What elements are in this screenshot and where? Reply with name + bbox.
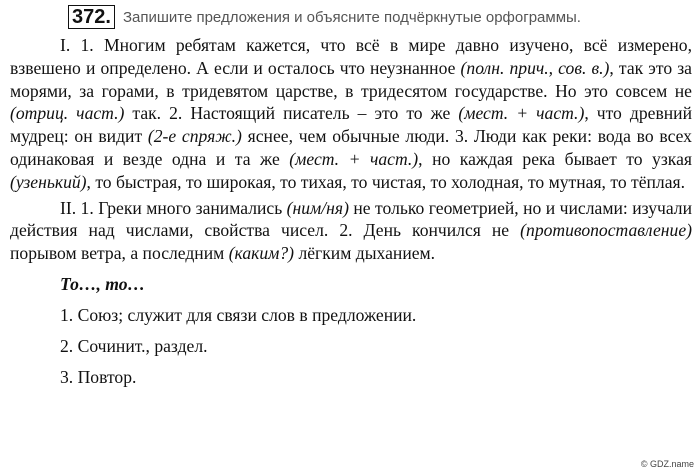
list-item: 3. Повтор. [60,366,137,387]
grammar-note: (2-е спряж.) [147,126,242,147]
text-fragment: порывом ветра, а последним [10,243,225,264]
text-fragment: , но каждая река бывает то узкая [418,148,692,169]
text-fragment: , то быстрая, то широкая, то тихая, то чистая, то холодная, то мутная, то тёплая. [86,171,686,192]
grammar-note: (мест. + част.) [289,148,419,169]
grammar-note: (противопоставление) [520,220,692,241]
text-fragment: , так это за морями, за горами, в тридевятом царстве, в тридесятом государстве. Но это совсем не [10,57,692,101]
text-fragment: II. 1. Греки много занимались [60,197,283,218]
grammar-note: (полн. прич., сов. в.) [460,57,610,78]
watermark: © GDZ.name [640,459,694,469]
grammar-note: (отриц. част.) [10,103,125,124]
exercise-header [68,4,688,30]
grammar-note: (ним/ня) [286,197,349,218]
exercise-body [10,34,692,393]
text-fragment: , что древний мудрец: он видит [10,103,692,147]
text-fragment: так. 2. Настоящий писатель – это то же [132,103,451,124]
grammar-note: (каким?) [228,243,295,264]
grammar-note: (узенький) [10,171,87,192]
text-fragment: яснее, чем обычные люди. 3. Люди как реки: вода во всех одинаковая и везде одна и та же [10,126,692,169]
text-fragment: I. 1. Многим ребятам кажется, что всё в мире давно изучено, всё измерено, взвешено и определено. А если и осталось что неузнанное [10,35,692,78]
list-item: 1. Союз; служит для связи слов в предложении. [60,304,417,325]
text-fragment: не только геометрией, но и числами: изучали действия над числами, свойства чисел. 2. День кончился не [10,197,692,241]
exercise-number: 372. [68,5,115,29]
grammar-note: (мест. + част.) [458,103,585,124]
paragraph-part-1 [10,34,692,194]
text-fragment: лёгким дыханием. [298,243,436,264]
exercise-task: Запишите предложения и объясните подчёркнутые орфограммы. [122,8,581,26]
section-title: То…, то… [60,273,146,294]
list-item: 2. Сочинит., раздел. [60,335,208,356]
paragraph-part-2 [10,197,692,265]
